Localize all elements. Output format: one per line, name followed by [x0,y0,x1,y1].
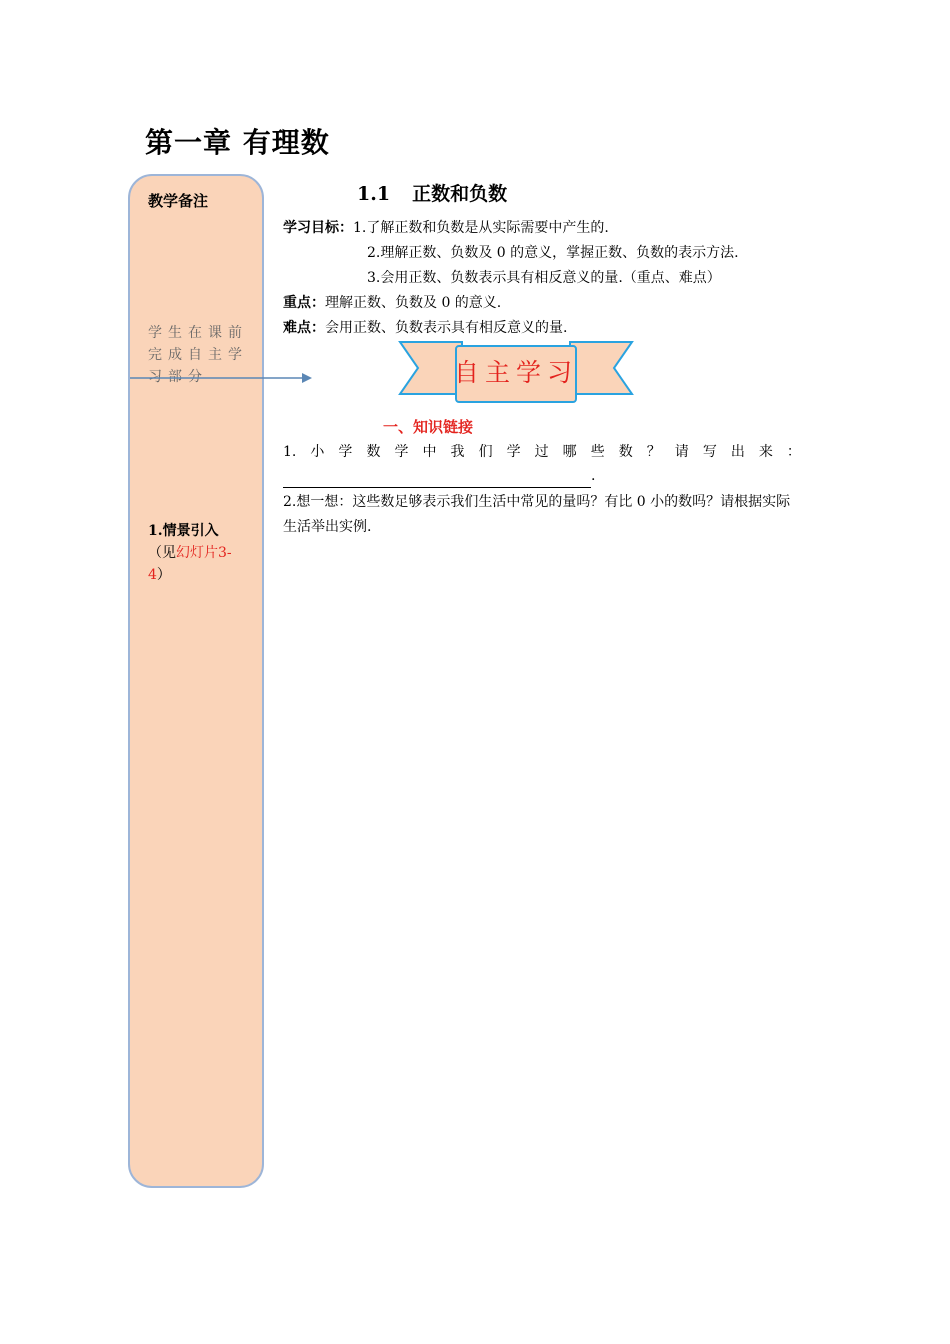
section-name: 正数和负数 [412,183,508,205]
intro-slides: 幻灯片3-4 [148,545,232,583]
section-number: 1.1 [357,183,391,205]
difficulty-text: 会用正数、负数表示具有相反意义的量. [325,320,568,336]
question-1-char: ： [786,444,801,460]
question-1-char: 来 [758,444,773,460]
learning-objectives [283,216,803,341]
question-1-text [283,440,801,464]
question-1-char: 学 [394,444,409,460]
question-1-char: 小 [310,444,325,460]
sidebar-heading: 教学备注 [148,192,209,210]
intro-suffix: ） [156,567,171,583]
question-1-char: 中 [422,444,437,460]
question-1-char: 数 [618,444,633,460]
intro-title: 1.情景引入 [148,523,219,539]
objective-item: 2.理解正数、负数及 0 的意义，掌握正数、负数的表示方法. [367,245,739,261]
section-title [357,179,507,206]
objectives-label: 学习目标： [283,220,353,236]
question-1-char: 些 [590,444,605,460]
answer-blank[interactable] [283,471,591,488]
objective-item: 1.了解正数和负数是从实际需要中产生的. [353,220,609,236]
objective-item: 3.会用正数、负数表示具有相反意义的量.（重点、难点） [367,270,721,286]
difficulty-label: 难点： [283,320,325,336]
question-1-char: 学 [338,444,353,460]
question-2: 2.想一想：这些数足够表示我们生活中常见的量吗？有比 0 小的数吗？请根据实际生活举出实例. [283,494,791,535]
question-1-char: 出 [730,444,745,460]
question-1 [283,440,801,488]
sidebar-note: 学生在课前完成自主学习部分 [148,325,248,385]
intro-reference [148,542,252,586]
question-1-char: 哪 [562,444,577,460]
self-study-banner [398,338,634,406]
question-1-char: 我 [450,444,465,460]
question-1-char: 写 [702,444,717,460]
answer-blank-end: . [591,468,596,484]
pointer-arrow-icon [130,370,314,386]
chapter-title: 第一章 有理数 [145,126,330,159]
knowledge-link-heading: 一、知识链接 [383,418,474,436]
key-point-text: 理解正数、负数及 0 的意义. [325,295,502,311]
question-1-char: 1. [283,444,297,460]
question-1-char: 请 [674,444,689,460]
key-point-label: 重点： [283,295,325,311]
intro-prefix: （见 [148,545,176,561]
teaching-notes-sidebar [128,174,264,1188]
banner-text: 自主学习 [453,358,579,387]
question-1-char: ？ [646,444,661,460]
question-1-char: 们 [478,444,493,460]
question-1-char: 学 [506,444,521,460]
question-1-char: 过 [534,444,549,460]
sidebar-intro [148,520,252,586]
question-1-char: 数 [366,444,381,460]
